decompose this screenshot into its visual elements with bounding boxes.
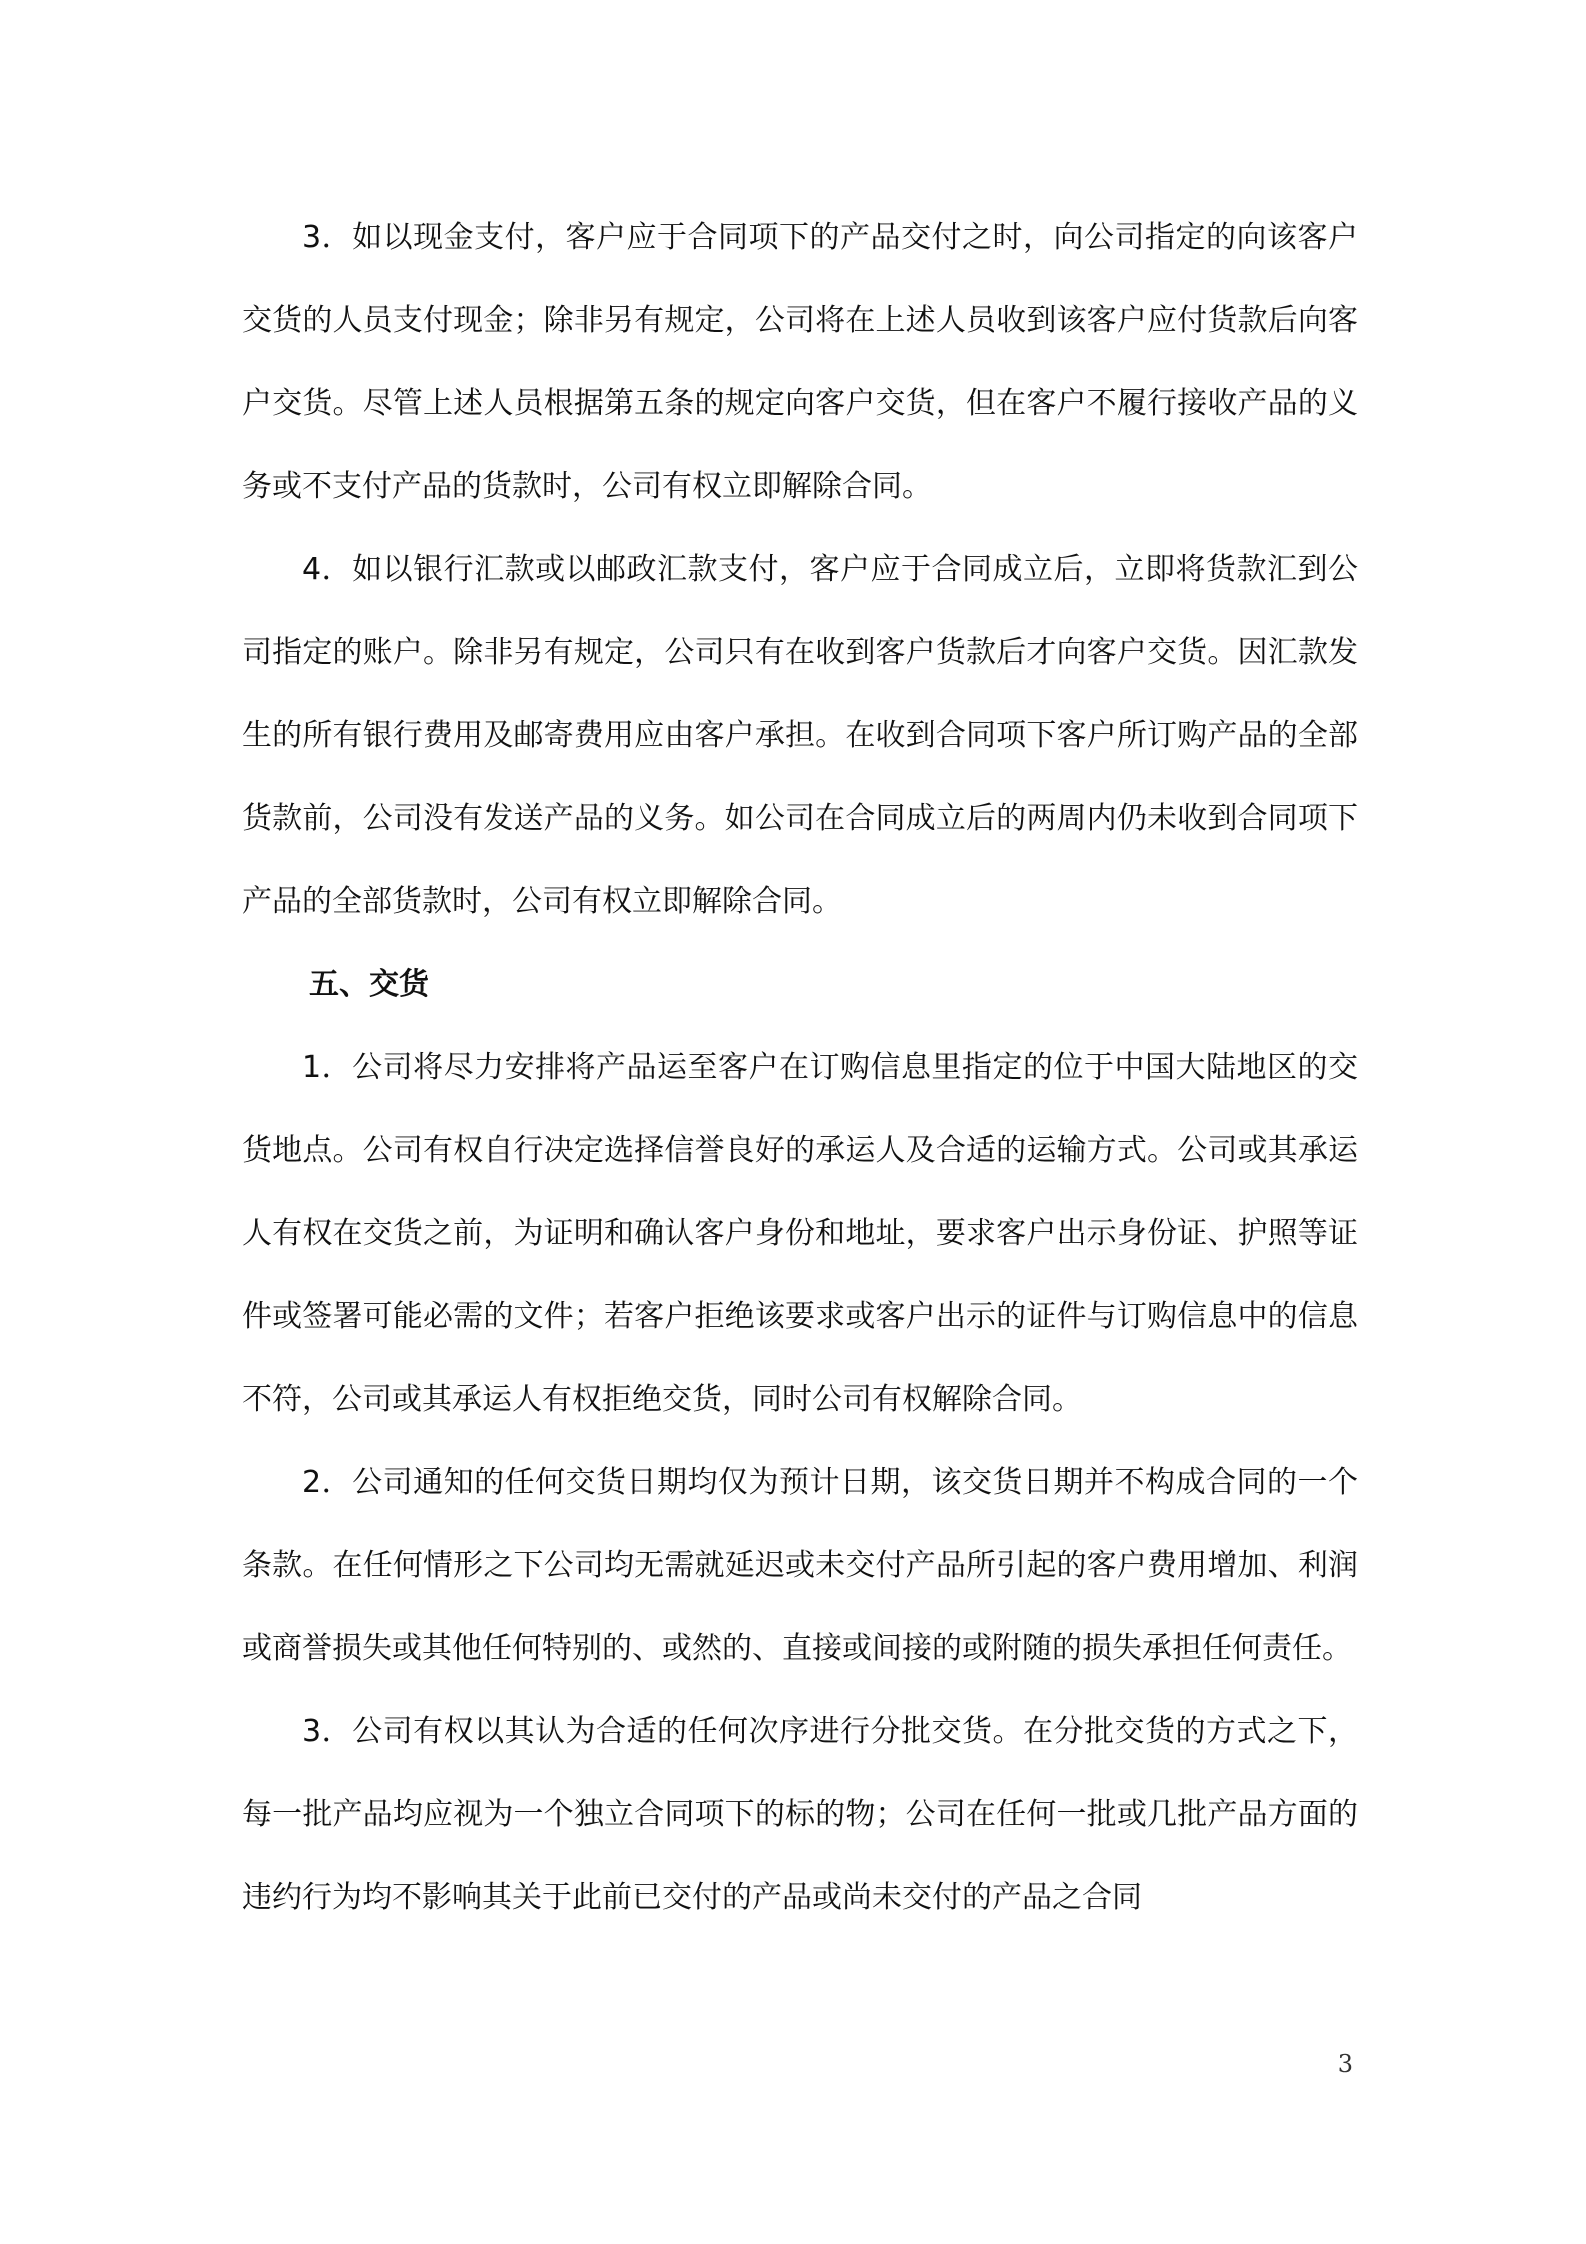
- section-heading-delivery: 五、交货: [309, 967, 429, 1002]
- page-number: 3: [1337, 2050, 1353, 2078]
- paragraph-payment-cash: 3．如以现金支付，客户应于合同项下的产品交付之时，向公司指定的向该客户交货的人员支付现金；除非另有规定，公司将在上述人员收到该客户应付货款后向客户交货。尽管上述人员根据第五条的规定向客户交货，但在客户不履行接收产品的义务或不支付产品的货款时，公司有权立即解除合同。: [242, 220, 1358, 504]
- document-body: [242, 196, 1358, 1939]
- paragraph-delivery-location: 1．公司将尽力安排将产品运至客户在订购信息里指定的位于中国大陆地区的交货地点。公司有权自行决定选择信誉良好的承运人及合适的运输方式。公司或其承运人有权在交货之前，为证明和确认客户身份和地址，要求客户出示身份证、护照等证件或签署可能必需的文件；若客户拒绝该要求或客户出示的证件与订购信息中的信息不符，公司或其承运人有权拒绝交货，同时公司有权解除合同。: [242, 1050, 1358, 1417]
- paragraph-delivery-batches: 3．公司有权以其认为合适的任何次序进行分批交货。在分批交货的方式之下，每一批产品均应视为一个独立合同项下的标的物；公司在任何一批或几批产品方面的违约行为均不影响其关于此前已交付的产品或尚未交付的产品之合同: [242, 1714, 1358, 1915]
- paragraph-payment-remittance: 4．如以银行汇款或以邮政汇款支付，客户应于合同成立后，立即将货款汇到公司指定的账户。除非另有规定，公司只有在收到客户货款后才向客户交货。因汇款发生的所有银行费用及邮寄费用应由客户承担。在收到合同项下客户所订购产品的全部货款前，公司没有发送产品的义务。如公司在合同成立后的两周内仍未收到合同项下产品的全部货款时，公司有权立即解除合同。: [242, 552, 1358, 919]
- paragraph-delivery-date: 2．公司通知的任何交货日期均仅为预计日期，该交货日期并不构成合同的一个条款。在任何情形之下公司均无需就延迟或未交付产品所引起的客户费用增加、利润或商誉损失或其他任何特别的、或然的、直接或间接的或附随的损失承担任何责任。: [242, 1465, 1358, 1666]
